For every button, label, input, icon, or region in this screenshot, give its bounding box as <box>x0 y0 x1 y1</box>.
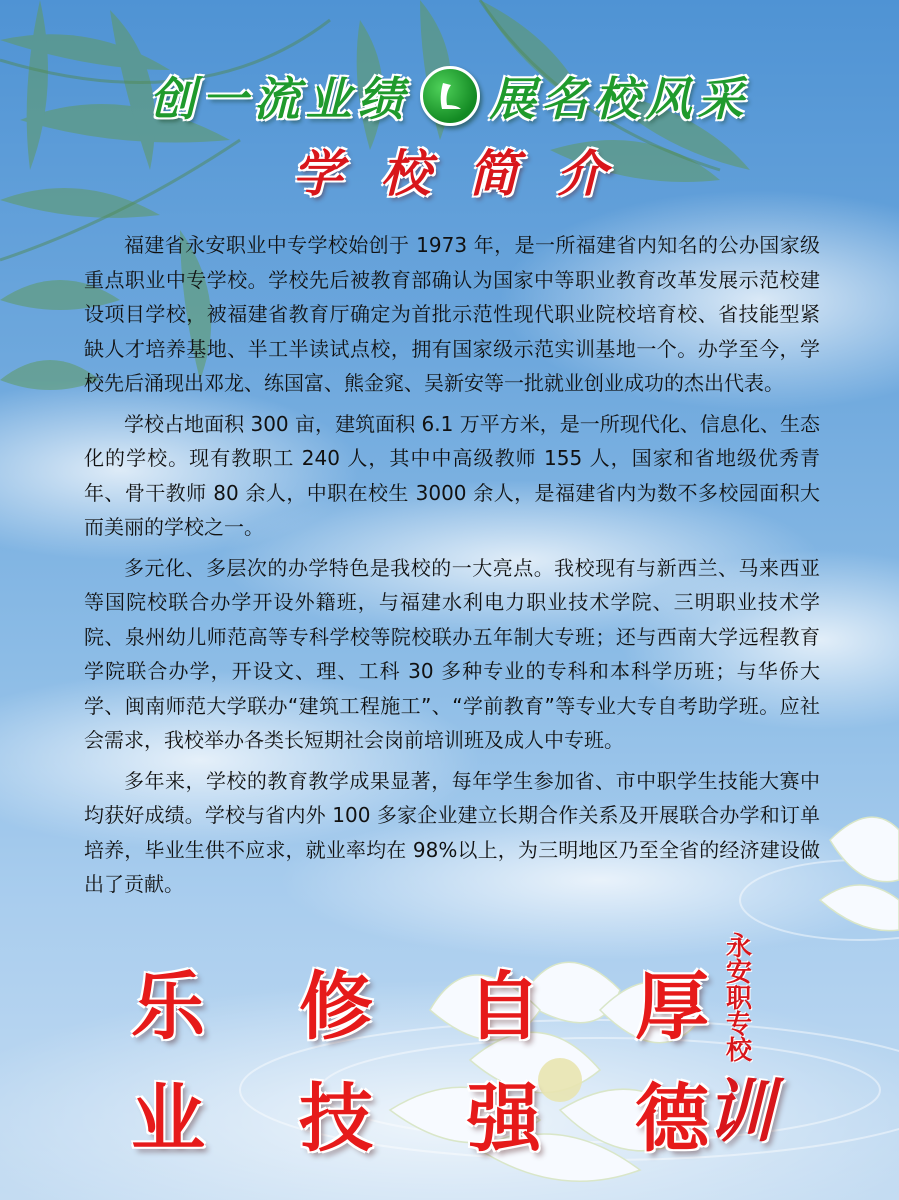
paragraph: 学校占地面积 300 亩，建筑面积 6.1 万平方米，是一所现代化、信息化、生态化的学校。现有教职工 240 人，其中中高级教师 155 人，国家和省地级优秀青年、骨干教师 80 余人，中职在校生 3000 余人，是福建省内为数不多校园面积大而美丽的学校之一。 <box>84 411 820 539</box>
paragraph: 多年来，学校的教育教学成果显著，每年学生参加省、市中职学生技能大赛中均获好成绩。学校与省内外 100 多家企业建立长期合作关系及开展联合办学和订单培养，毕业生供不应求，就业率均在 98%以上，为三明地区乃至全省的经济建设做出了贡献。 <box>84 768 820 896</box>
school-logo-icon <box>420 66 480 126</box>
motto-char: 自 <box>467 964 541 1050</box>
motto-char: 德 <box>635 1076 709 1162</box>
motto-char: 强 <box>467 1076 541 1162</box>
motto-char: 业 <box>131 1076 205 1162</box>
motto-char: 技 <box>299 1076 373 1162</box>
page-title: 学校简介 <box>292 144 645 203</box>
school-name-vertical: 永安职专校 <box>725 932 752 1066</box>
motto-char: 厚 <box>635 964 709 1050</box>
slogan-right: 展名校风采 <box>489 72 750 126</box>
slogan-left: 创一流业绩 <box>149 72 410 126</box>
introduction-text <box>84 228 820 908</box>
paragraph: 多元化、多层次的办学特色是我校的一大亮点。我校现有与新西兰、马来西亚等国院校联合办学开设外籍班，与福建水利电力职业技术学院、三明职业技术学院、泉州幼儿师范高等专科学校等院校联办五年制大专班；还与西南大学远程教育学院联合办学，开设文、理、工科 30 多种专业的专科和本科学历班；与华侨大学、闽南师范大学联办“建筑工程施工”、“学前教育”等专业大专自考助学班。应社会需求，我校举办各类长短期社会岗前培训班及成人中专班。 <box>84 555 820 752</box>
motto-bottom-row <box>120 1060 720 1166</box>
motto-xun: 训 <box>706 1072 775 1152</box>
motto-char: 修 <box>299 964 373 1050</box>
motto-char: 乐 <box>131 964 205 1050</box>
slogan <box>0 64 899 128</box>
paragraph: 福建省永安职业中专学校始创于 1973 年，是一所福建省内知名的公办国家级重点职业中专学校。学校先后被教育部确认为国家中等职业教育改革发展示范校建设项目学校，被福建省教育厅确定为首批示范性现代职业院校培育校、省技能型紧缺人才培养基地、半工半读试点校，拥有国家级示范实训基地一个。办学至今，学校先后涌现出邓龙、练国富、熊金窕、吴新安等一批就业创业成功的杰出代表。 <box>84 233 820 395</box>
motto-top-row <box>120 948 720 1054</box>
